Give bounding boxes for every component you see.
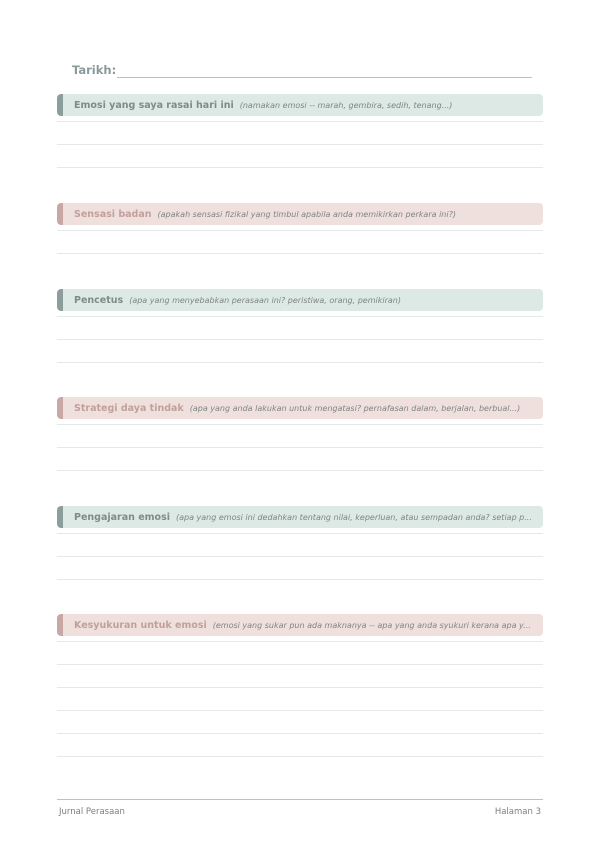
section-hint: (apa yang menyebabkan perasaan ini? peristiwa, orang, pemikiran) [129,295,401,305]
section-title: Sensasi badan [74,208,152,220]
section-header [57,203,543,225]
writing-line[interactable] [57,362,543,363]
section-title: Strategi daya tindak [74,402,184,414]
section-triggers [57,289,543,365]
date-label: Tarikh: [72,63,117,77]
section-hint: (apakah sensasi fizikal yang timbul apabila anda memikirkan perkara ini?) [157,209,456,219]
date-input-line[interactable] [117,77,532,78]
writing-line[interactable] [57,144,543,145]
section-body-sensations [57,203,543,257]
section-title: Pencetus [74,294,124,306]
section-coping-strategies [57,397,543,473]
section-header [57,94,543,116]
section-hint: (apa yang anda lakukan untuk mengatasi? pernafasan dalam, berjalan, berbual...) [189,403,521,413]
section-emotional-lessons [57,506,543,582]
writing-line[interactable] [57,664,543,665]
section-title: Pengajaran emosi [74,511,170,523]
writing-line[interactable] [57,641,543,642]
section-emotions [57,94,543,170]
footer-page-number: Halaman 3 [494,807,541,817]
writing-line[interactable] [57,253,543,254]
writing-line[interactable] [57,533,543,534]
writing-line[interactable] [57,316,543,317]
writing-line[interactable] [57,230,543,231]
writing-line[interactable] [57,756,543,757]
date-row [72,62,532,80]
writing-line[interactable] [57,447,543,448]
writing-line[interactable] [57,579,543,580]
footer-divider [57,799,543,800]
writing-line[interactable] [57,167,543,168]
writing-line[interactable] [57,687,543,688]
footer-journal-title: Jurnal Perasaan [59,807,125,817]
writing-line[interactable] [57,556,543,557]
writing-line[interactable] [57,710,543,711]
writing-line[interactable] [57,121,543,122]
section-gratitude [57,614,543,760]
section-header [57,506,543,528]
section-title: Kesyukuran untuk emosi [74,619,207,631]
section-header [57,614,543,636]
section-hint: (apa yang emosi ini dedahkan tentang nilai, keperluan, atau sempadan anda? setiap p... [176,512,532,522]
section-header [57,397,543,419]
section-hint: (namakan emosi -- marah, gembira, sedih, tenang...) [239,100,453,110]
section-title: Emosi yang saya rasai hari ini [74,99,234,111]
section-header [57,289,543,311]
writing-line[interactable] [57,470,543,471]
writing-line[interactable] [57,733,543,734]
section-hint: (emosi yang sukar pun ada maknanya -- apa yang anda syukuri kerana apa y... [212,620,531,630]
writing-line[interactable] [57,339,543,340]
writing-line[interactable] [57,424,543,425]
